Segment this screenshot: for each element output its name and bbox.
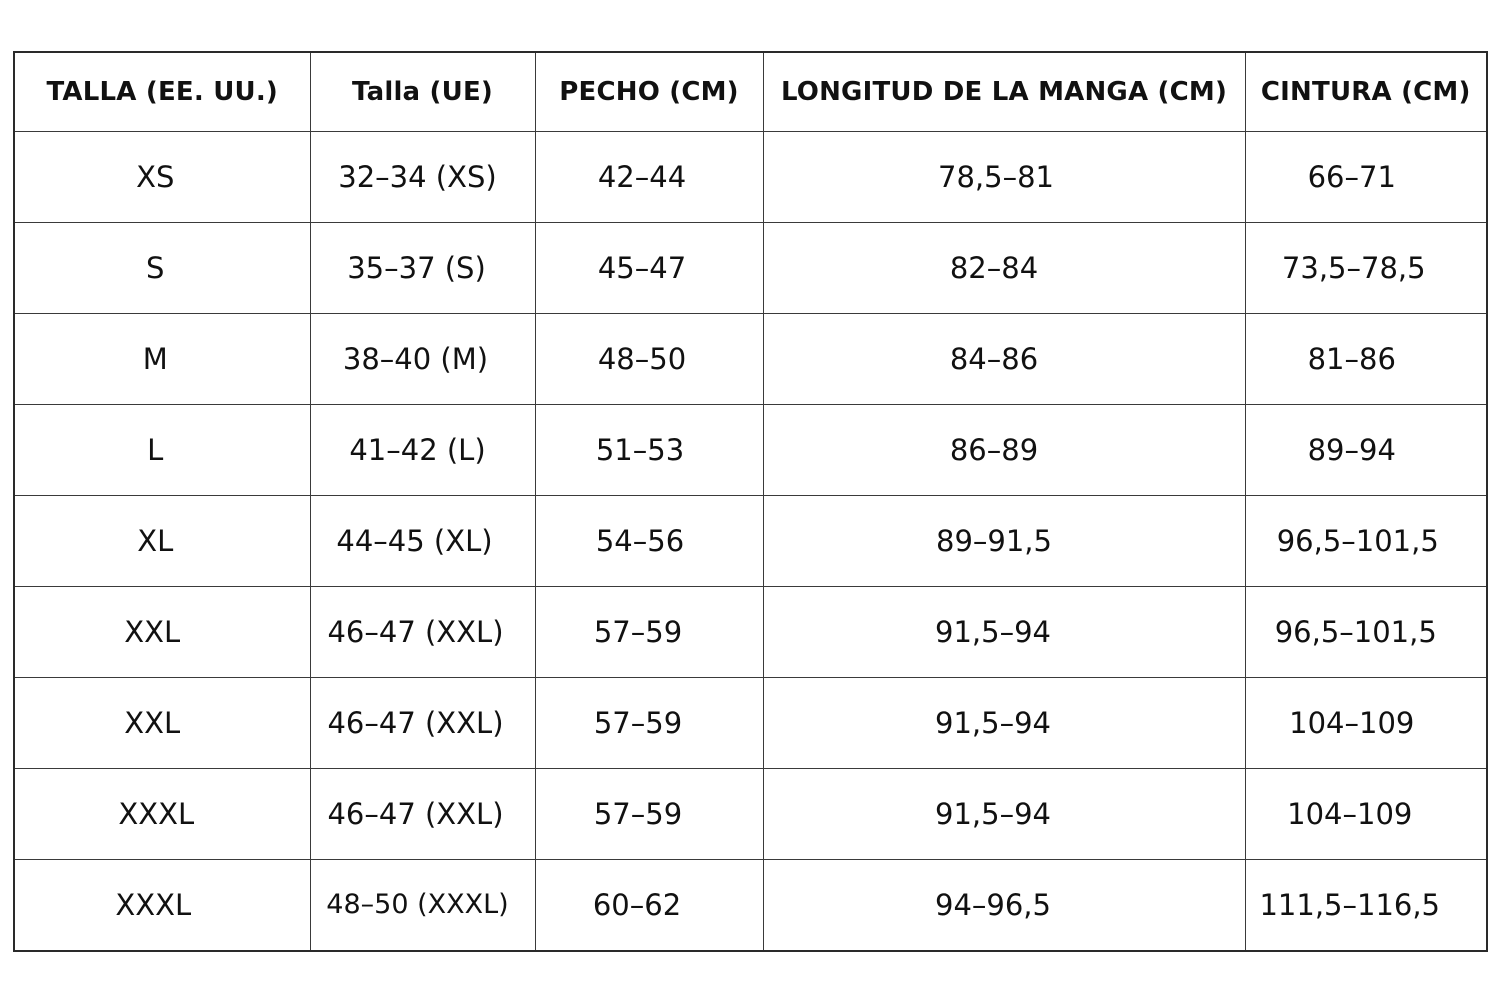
cell-sleeve-length: 86–89	[763, 405, 1245, 496]
cell-us-size: S	[14, 223, 310, 314]
cell-us-size: XS	[14, 132, 310, 223]
cell-us-size: XXL	[14, 678, 310, 769]
cell-eu-size: 48–50 (XXXL)	[310, 860, 535, 951]
cell-eu-size: 38–40 (M)	[310, 314, 535, 405]
cell-sleeve-length: 94–96,5	[763, 860, 1245, 951]
cell-sleeve-length: 91,5–94	[763, 678, 1245, 769]
cell-us-size: XXXL	[14, 769, 310, 860]
cell-chest: 57–59	[535, 769, 763, 860]
table-row	[14, 860, 1487, 951]
table-row	[14, 405, 1487, 496]
cell-sleeve-length: 84–86	[763, 314, 1245, 405]
cell-chest: 57–59	[535, 587, 763, 678]
cell-chest: 54–56	[535, 496, 763, 587]
table-row	[14, 223, 1487, 314]
cell-eu-size: 46–47 (XXL)	[310, 769, 535, 860]
cell-sleeve-length: 82–84	[763, 223, 1245, 314]
cell-eu-size: 35–37 (S)	[310, 223, 535, 314]
cell-eu-size: 44–45 (XL)	[310, 496, 535, 587]
cell-waist: 104–109	[1245, 769, 1487, 860]
cell-waist: 104–109	[1245, 678, 1487, 769]
cell-us-size: XXL	[14, 587, 310, 678]
header-eu-size: Talla (UE)	[310, 52, 535, 132]
table-row	[14, 678, 1487, 769]
header-waist: CINTURA (CM)	[1245, 52, 1487, 132]
cell-sleeve-length: 91,5–94	[763, 587, 1245, 678]
cell-waist: 111,5–116,5	[1245, 860, 1487, 951]
cell-us-size: M	[14, 314, 310, 405]
cell-chest: 51–53	[535, 405, 763, 496]
header-chest: PECHO (CM)	[535, 52, 763, 132]
table-body	[14, 132, 1487, 951]
cell-chest: 60–62	[535, 860, 763, 951]
cell-sleeve-length: 78,5–81	[763, 132, 1245, 223]
table-header	[14, 52, 1487, 132]
header-sleeve-length: LONGITUD DE LA MANGA (CM)	[763, 52, 1245, 132]
cell-waist: 66–71	[1245, 132, 1487, 223]
table-row	[14, 132, 1487, 223]
table-row	[14, 769, 1487, 860]
cell-chest: 45–47	[535, 223, 763, 314]
cell-chest: 57–59	[535, 678, 763, 769]
cell-sleeve-length: 91,5–94	[763, 769, 1245, 860]
cell-waist: 73,5–78,5	[1245, 223, 1487, 314]
cell-waist: 96,5–101,5	[1245, 496, 1487, 587]
cell-eu-size: 46–47 (XXL)	[310, 587, 535, 678]
header-row	[14, 52, 1487, 132]
cell-us-size: XXXL	[14, 860, 310, 951]
header-us-size: TALLA (EE. UU.)	[14, 52, 310, 132]
cell-us-size: XL	[14, 496, 310, 587]
cell-eu-size: 32–34 (XS)	[310, 132, 535, 223]
size-chart-table	[13, 51, 1488, 952]
cell-sleeve-length: 89–91,5	[763, 496, 1245, 587]
cell-chest: 42–44	[535, 132, 763, 223]
cell-waist: 81–86	[1245, 314, 1487, 405]
cell-waist: 96,5–101,5	[1245, 587, 1487, 678]
cell-eu-size: 46–47 (XXL)	[310, 678, 535, 769]
cell-chest: 48–50	[535, 314, 763, 405]
cell-us-size: L	[14, 405, 310, 496]
table-row	[14, 314, 1487, 405]
cell-waist: 89–94	[1245, 405, 1487, 496]
table-row	[14, 496, 1487, 587]
table-row	[14, 587, 1487, 678]
cell-eu-size: 41–42 (L)	[310, 405, 535, 496]
